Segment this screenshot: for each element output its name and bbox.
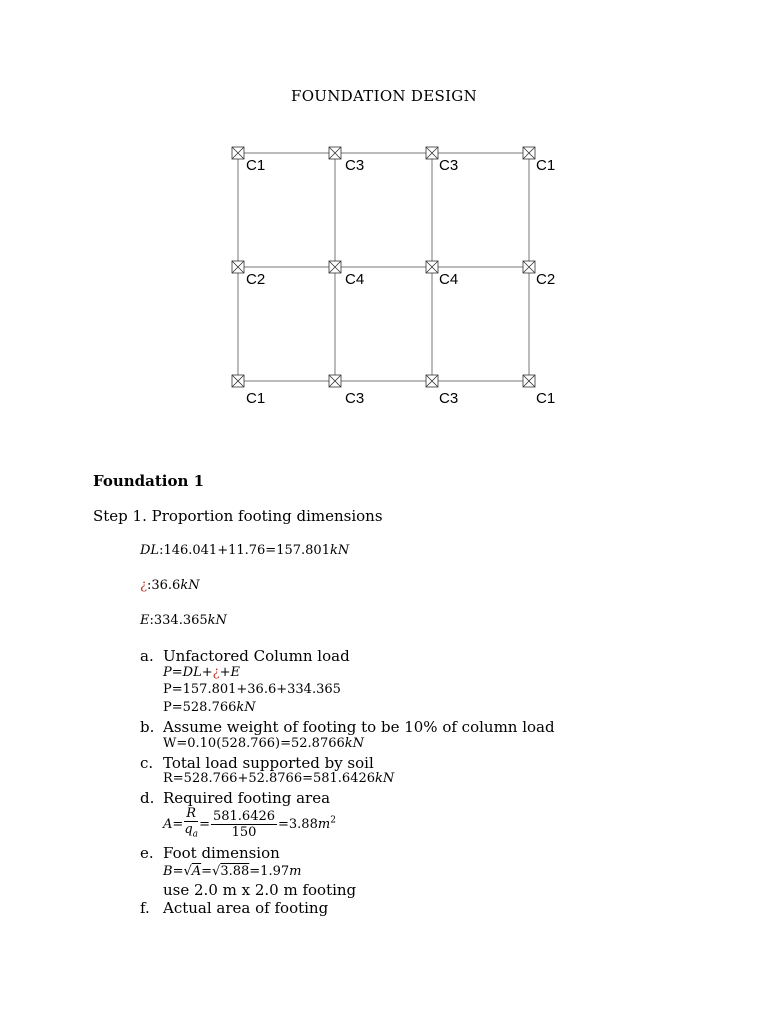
item-c-eq: R=528.766+52.8766=581.6426kN — [163, 771, 395, 786]
item-e-eq: B=√A=√3.88=1.97m — [163, 864, 302, 879]
column-label: C1 — [536, 390, 556, 407]
item-d-eq: A= $\frac{R}{q_a}$ = $\frac{581.6426}{150}$ $=3.88m^2$ — [163, 806, 336, 843]
column-label: C3 — [345, 390, 365, 407]
column-marker — [523, 375, 535, 387]
column-label: C1 — [536, 157, 556, 174]
column-labels — [246, 157, 555, 407]
column-label: C1 — [246, 390, 266, 407]
column-marker — [329, 261, 341, 273]
fraction: $\frac{581.6426}{150}$ — [212, 808, 276, 840]
column-label: C3 — [439, 157, 459, 174]
column-label: C2 — [536, 271, 556, 288]
section-heading: Foundation 1 — [93, 472, 205, 490]
item-c: c. Total load supported by soil — [140, 754, 374, 772]
live-load-equation: ¿:36.6kN — [140, 578, 200, 593]
column-marker — [232, 375, 244, 387]
item-a: a. Unfactored Column load — [140, 647, 350, 665]
column-marker — [426, 375, 438, 387]
column-marker — [232, 261, 244, 273]
column-label: C4 — [439, 271, 459, 288]
column-label: C4 — [345, 271, 365, 288]
column-label: C3 — [345, 157, 365, 174]
grid-lines — [238, 153, 529, 381]
step-title: Step 1. Proportion footing dimensions — [93, 507, 383, 525]
column-marker — [329, 147, 341, 159]
dead-load-equation: DL:146.041+11.76=157.801kN — [140, 543, 350, 558]
item-b: b. Assume weight of footing to be 10% of column load — [140, 718, 555, 736]
column-marker — [523, 261, 535, 273]
item-e: e. Foot dimension — [140, 844, 280, 862]
seismic-load-equation: E:334.365kN — [140, 613, 227, 628]
page-title: FOUNDATION DESIGN — [290, 87, 477, 105]
column-label: C1 — [246, 157, 266, 174]
column-marker — [426, 261, 438, 273]
item-a-eq1: P=DL+¿+E — [163, 665, 240, 680]
column-label: C3 — [439, 390, 459, 407]
column-plan-diagram — [225, 140, 575, 415]
column-marker — [232, 147, 244, 159]
fraction: $\frac{R}{q_a}$ — [184, 806, 199, 840]
column-marker — [426, 147, 438, 159]
column-marker — [329, 375, 341, 387]
column-label: C2 — [246, 271, 266, 288]
item-e-note: use 2.0 m x 2.0 m footing — [163, 881, 357, 899]
item-a-eq3: P=528.766kN — [163, 700, 256, 715]
item-a-eq2: P=157.801+36.6+334.365 — [163, 682, 341, 697]
column-marker — [523, 147, 535, 159]
item-d: d. Required footing area — [140, 789, 331, 807]
item-f: f. Actual area of footing — [140, 899, 329, 917]
item-b-eq: W=0.10(528.766)=52.8766kN — [163, 736, 365, 751]
